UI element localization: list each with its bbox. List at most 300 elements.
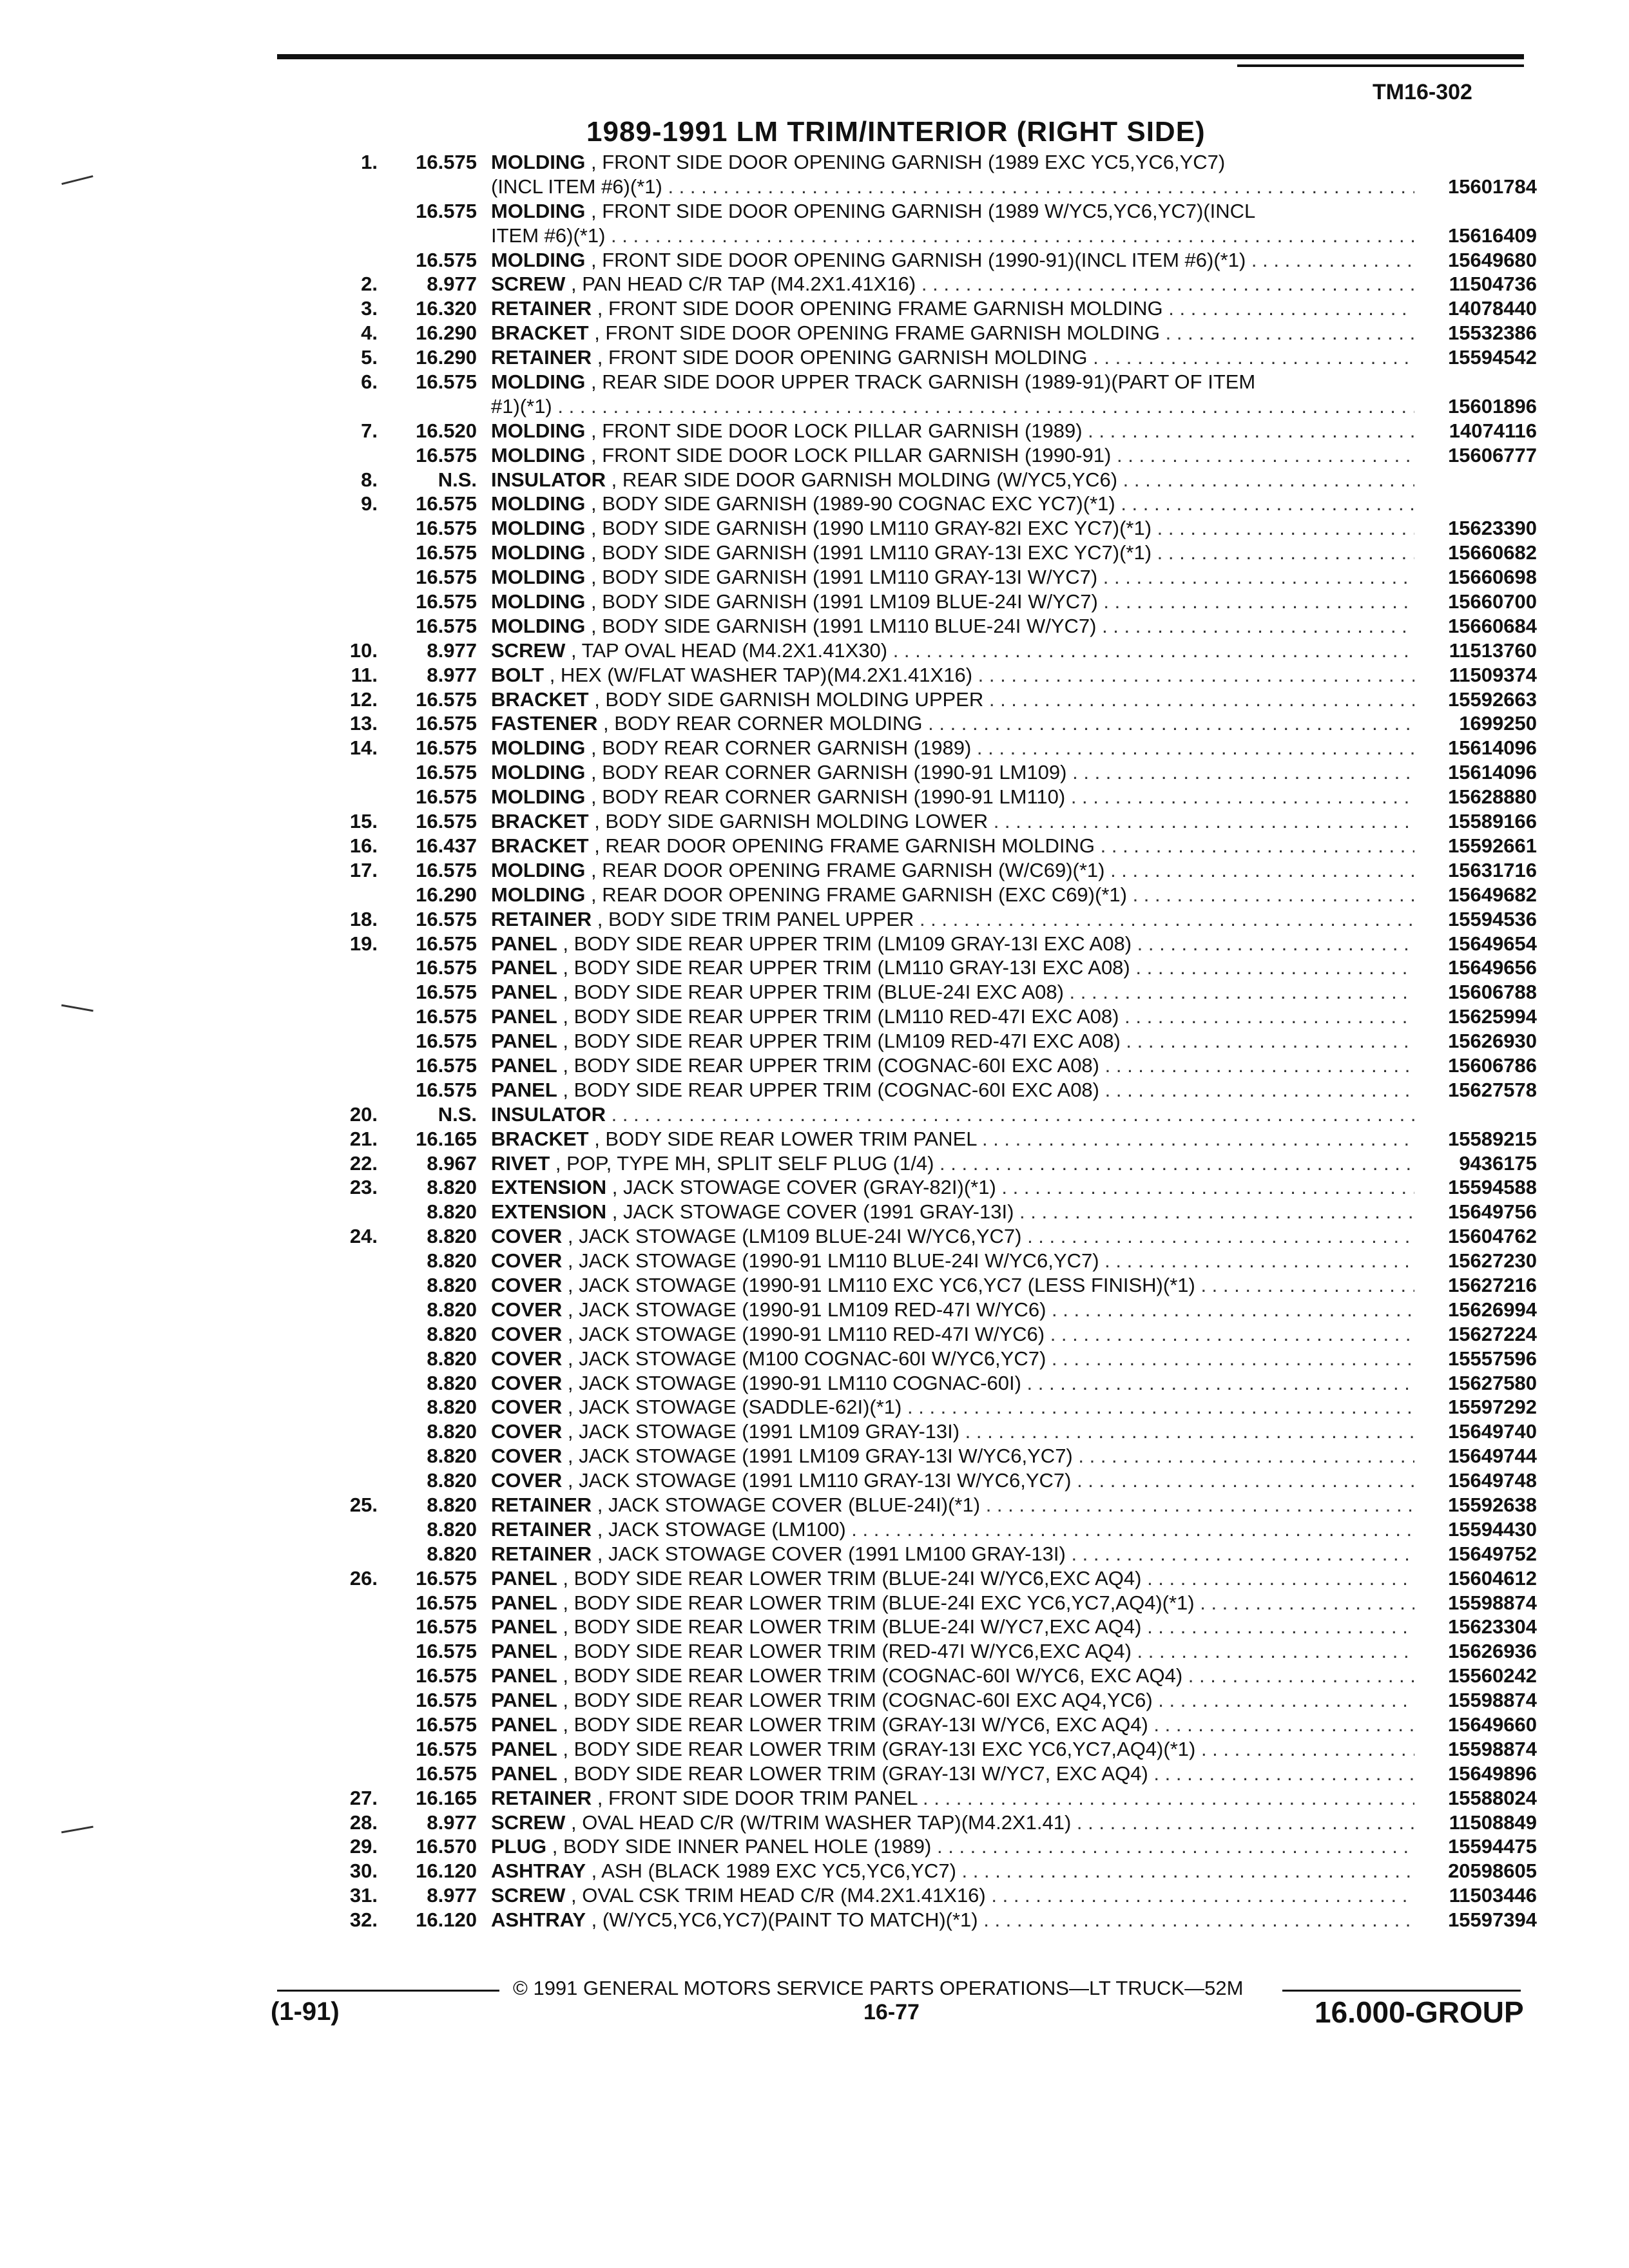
group-code: 16.575 [416, 1005, 477, 1028]
parts-row [322, 199, 1537, 224]
document-reference: TM16-302 [1373, 80, 1472, 104]
part-number: 15606788 [1448, 981, 1537, 1004]
part-description [491, 272, 1414, 296]
part-detail: , ASH (BLACK 1989 EXC YC5,YC6,YC7) . . . [592, 1860, 1414, 1882]
item-number: 14. [349, 736, 378, 760]
part-name: SCREW [491, 639, 566, 662]
part-description [491, 248, 1414, 273]
parts-row [322, 883, 1537, 907]
part-description [491, 150, 1414, 175]
part-number: 15627216 [1448, 1273, 1537, 1296]
part-name: PANEL [491, 1713, 557, 1736]
part-number: 15660682 [1448, 541, 1537, 564]
part-description [491, 858, 1414, 883]
part-description [491, 296, 1414, 321]
parts-row [322, 541, 1537, 565]
part-description [491, 1639, 1414, 1664]
part-number: 15660700 [1448, 590, 1537, 613]
part-description [491, 175, 1414, 199]
part-description [491, 492, 1414, 516]
part-name: RIVET [491, 1151, 550, 1175]
part-number: 15588024 [1448, 1786, 1537, 1809]
parts-row [322, 150, 1537, 175]
part-detail: , BODY SIDE REAR LOWER TRIM (GRAY-13I W/YC6, EXC AQ4) . . . [563, 1713, 1414, 1736]
part-number: 15594475 [1448, 1835, 1537, 1858]
part-name: RETAINER [491, 346, 592, 369]
part-detail: , BODY SIDE REAR UPPER TRIM (LM109 RED-47I EXC A08) . . . [563, 1030, 1414, 1052]
part-name: MOLDING [491, 566, 586, 589]
part-detail: , BODY SIDE REAR UPPER TRIM (COGNAC-60I EXC A08) . . . [563, 1054, 1414, 1077]
parts-row [322, 248, 1537, 273]
part-description [491, 1273, 1414, 1298]
group-code: 8.977 [427, 663, 477, 686]
parts-row [322, 394, 1537, 419]
part-name: INSULATOR [491, 468, 606, 491]
part-name: RETAINER [491, 1517, 592, 1541]
part-number: 15589215 [1448, 1127, 1537, 1150]
part-description [491, 1517, 1414, 1542]
part-description [491, 394, 1414, 419]
part-name: MOLDING [491, 614, 586, 637]
part-description [491, 687, 1414, 712]
part-number: 15649756 [1448, 1200, 1537, 1224]
parts-row [322, 1713, 1537, 1737]
part-number: 15592638 [1448, 1493, 1537, 1516]
part-detail: , (W/YC5,YC6,YC7)(PAINT TO MATCH)(*1) . . . [592, 1908, 1414, 1931]
part-detail: , BODY SIDE REAR LOWER TRIM PANEL . . . [594, 1128, 1414, 1150]
part-description [491, 1615, 1414, 1639]
parts-row [322, 736, 1537, 760]
part-description [491, 736, 1414, 760]
item-number: 17. [349, 858, 378, 881]
part-description [491, 321, 1414, 345]
group-code: 16.575 [416, 566, 477, 589]
part-number: 15598874 [1448, 1689, 1537, 1712]
part-description [491, 809, 1414, 834]
part-detail: , BODY REAR CORNER MOLDING . . . [603, 712, 1414, 735]
parts-row [322, 1834, 1537, 1859]
parts-row [322, 1664, 1537, 1688]
parts-row [322, 1249, 1537, 1273]
parts-row [322, 1566, 1537, 1591]
parts-row [322, 1883, 1537, 1908]
part-number: 15627578 [1448, 1078, 1537, 1101]
parts-row [322, 565, 1537, 590]
group-code: 8.820 [427, 1200, 477, 1224]
item-number: 25. [349, 1493, 378, 1516]
margin-mark [61, 1826, 93, 1834]
part-number: 15649744 [1448, 1445, 1537, 1468]
part-detail: , BODY SIDE REAR UPPER TRIM (LM110 GRAY-13I EXC A08) . . . [563, 956, 1414, 979]
parts-row [322, 492, 1537, 516]
part-name: MOLDING [491, 443, 586, 466]
part-number: 15649680 [1448, 248, 1537, 271]
part-description [491, 1249, 1414, 1273]
group-code: 16.575 [416, 370, 477, 394]
group-code: 16.575 [416, 761, 477, 784]
part-description [491, 711, 1414, 736]
part-description [491, 639, 1414, 663]
part-detail: , BODY SIDE TRIM PANEL UPPER . . . [597, 908, 1414, 930]
part-description [491, 1811, 1414, 1835]
footer-rule [1282, 1990, 1521, 1992]
part-number: 15649752 [1448, 1542, 1537, 1565]
group-code: 16.575 [416, 858, 477, 881]
group-code: 16.320 [416, 297, 477, 320]
parts-row [322, 296, 1537, 321]
part-description [491, 614, 1414, 639]
item-number: 31. [349, 1884, 378, 1907]
parts-row [322, 224, 1537, 248]
part-description [491, 1053, 1414, 1078]
parts-row [322, 419, 1537, 443]
part-name: RETAINER [491, 907, 592, 930]
parts-row [322, 1517, 1537, 1542]
part-name: COVER [491, 1445, 563, 1468]
group-code: 16.575 [416, 614, 477, 637]
group-code: 8.820 [427, 1396, 477, 1419]
parts-row [322, 370, 1537, 394]
part-description [491, 1762, 1414, 1786]
part-number: 15597292 [1448, 1396, 1537, 1419]
part-detail: , FRONT SIDE DOOR OPENING GARNISH (1989 EXC YC5,YC6,YC7) [591, 151, 1226, 173]
part-name: SCREW [491, 273, 566, 296]
part-detail: , HEX (W/FLAT WASHER TAP)(M4.2X1.41X16) . . . [550, 664, 1414, 686]
part-description [491, 1566, 1414, 1591]
group-code: 8.820 [427, 1249, 477, 1273]
part-number: 15627230 [1448, 1249, 1537, 1273]
group-code: 16.575 [416, 517, 477, 540]
part-name: MOLDING [491, 199, 586, 222]
part-detail: , FRONT SIDE DOOR OPENING GARNISH (1989 W/YC5,YC6,YC7)(INCL [591, 199, 1256, 222]
item-number: 32. [349, 1908, 378, 1932]
group-code: 16.575 [416, 541, 477, 564]
item-number: 16. [349, 834, 378, 857]
part-detail: , BODY SIDE REAR LOWER TRIM (BLUE-24I W/YC7,EXC AQ4) . . . [563, 1615, 1414, 1638]
parts-row [322, 1419, 1537, 1444]
parts-row [322, 443, 1537, 468]
part-number: 15601896 [1448, 394, 1537, 418]
part-detail: , BODY REAR CORNER GARNISH (1990-91 LM109) . . . [591, 761, 1414, 783]
part-detail: , JACK STOWAGE (1990-91 LM110 COGNAC-60I) . . . [568, 1372, 1414, 1394]
part-detail: , FRONT SIDE DOOR OPENING GARNISH MOLDING . . . [597, 346, 1414, 369]
page-number: 16-77 [863, 2000, 920, 2024]
revision-date: (1-91) [271, 1997, 340, 2026]
group-code: 16.290 [416, 883, 477, 906]
part-name: COVER [491, 1396, 563, 1419]
item-number: 8. [361, 468, 378, 491]
group-code: 16.575 [416, 785, 477, 809]
group-code: 16.575 [416, 1689, 477, 1712]
group-code: 16.520 [416, 419, 477, 442]
group-code: 8.820 [427, 1371, 477, 1394]
item-number: 13. [349, 712, 378, 735]
part-number: 15606777 [1448, 443, 1537, 466]
part-detail: , REAR DOOR OPENING FRAME GARNISH (EXC C69)(*1) . . . [591, 883, 1414, 906]
page-title: 1989-1991 LM TRIM/INTERIOR (RIGHT SIDE) [586, 116, 1206, 148]
part-detail: , JACK STOWAGE (1990-91 LM110 RED-47I W/YC6) . . . [568, 1323, 1414, 1345]
part-description [491, 1029, 1414, 1053]
parts-row [322, 1347, 1537, 1371]
group-code: 16.165 [416, 1127, 477, 1150]
parts-row [322, 1127, 1537, 1151]
part-name: PANEL [491, 1664, 557, 1687]
part-number: 15594430 [1448, 1517, 1537, 1541]
part-name: MOLDING [491, 785, 586, 809]
part-number: 15589166 [1448, 810, 1537, 833]
group-code: N.S. [438, 468, 477, 491]
parts-row [322, 1371, 1537, 1396]
part-detail: , JACK STOWAGE (1990-91 LM110 BLUE-24I W/YC6,YC7) . . . [568, 1249, 1414, 1272]
part-name: SCREW [491, 1811, 566, 1834]
part-number: 15614096 [1448, 736, 1537, 760]
part-description [491, 565, 1414, 590]
group-code: 16.575 [416, 443, 477, 466]
part-name: PANEL [491, 956, 557, 979]
parts-row [322, 809, 1537, 834]
parts-row [322, 687, 1537, 712]
part-name: COVER [491, 1469, 563, 1492]
item-number: 20. [349, 1102, 378, 1126]
part-number: 15598874 [1448, 1737, 1537, 1760]
item-number: 27. [349, 1786, 378, 1809]
parts-row [322, 980, 1537, 1004]
part-detail: , BODY SIDE REAR UPPER TRIM (BLUE-24I EXC A08) . . . [563, 981, 1414, 1003]
group-code: 16.575 [416, 1030, 477, 1053]
part-detail: , BODY SIDE REAR LOWER TRIM (BLUE-24I W/YC6,EXC AQ4) . . . [563, 1567, 1414, 1590]
group-code: 16.437 [416, 834, 477, 857]
part-description [491, 1175, 1414, 1200]
part-description [491, 1908, 1414, 1932]
part-name: PANEL [491, 981, 557, 1004]
part-detail: , BODY REAR CORNER GARNISH (1989) . . . [591, 736, 1414, 759]
part-number: 15649660 [1448, 1713, 1537, 1736]
group-code: 16.575 [416, 590, 477, 613]
part-detail: , JACK STOWAGE COVER (1991 GRAY-13I) . . . [612, 1200, 1414, 1223]
part-name: RETAINER [491, 1542, 592, 1565]
part-name: MOLDING [491, 590, 586, 613]
group-code: 16.575 [416, 199, 477, 222]
group-code: 8.977 [427, 639, 477, 662]
part-name: MOLDING [491, 517, 586, 540]
parts-row [322, 1029, 1537, 1053]
part-number: 15557596 [1448, 1347, 1537, 1370]
parts-row [322, 1639, 1537, 1664]
part-number: 15631716 [1448, 858, 1537, 881]
part-detail: , JACK STOWAGE COVER (1991 LM100 GRAY-13I) . . . [597, 1542, 1414, 1565]
part-detail: , JACK STOWAGE (1990-91 LM109 RED-47I W/YC6) . . . [568, 1298, 1414, 1321]
group-code: 16.575 [416, 932, 477, 955]
part-detail: , BODY SIDE GARNISH (1991 LM109 BLUE-24I W/YC7) . . . [591, 590, 1414, 613]
part-number: 15649896 [1448, 1762, 1537, 1785]
margin-mark [61, 1004, 93, 1012]
part-description [491, 1834, 1414, 1859]
part-detail: , BODY SIDE REAR LOWER TRIM (COGNAC-60I W/YC6, EXC AQ4) . . . [563, 1664, 1414, 1687]
part-name: FASTENER [491, 712, 598, 735]
parts-row [322, 1688, 1537, 1713]
part-detail: , BODY REAR CORNER GARNISH (1990-91 LM110) . . . [591, 785, 1414, 808]
parts-row [322, 1542, 1537, 1566]
part-name: MOLDING [491, 736, 586, 760]
part-description [491, 1542, 1414, 1566]
part-name: MOLDING [491, 492, 586, 515]
parts-row [322, 1224, 1537, 1249]
part-number: 15623304 [1448, 1615, 1537, 1639]
part-number: 15628880 [1448, 785, 1537, 809]
part-name: MOLDING [491, 541, 586, 564]
part-name: COVER [491, 1322, 563, 1345]
group-code: 16.575 [416, 810, 477, 833]
parts-row [322, 614, 1537, 639]
part-detail [612, 1103, 1414, 1126]
part-detail: , JACK STOWAGE (1991 LM109 GRAY-13I W/YC6,YC7) . . . [568, 1445, 1414, 1467]
parts-row [322, 1151, 1537, 1176]
part-detail: , FRONT SIDE DOOR LOCK PILLAR GARNISH (1989) . . . [591, 419, 1414, 442]
group-code: 8.820 [427, 1176, 477, 1199]
group-code: 8.820 [427, 1469, 477, 1492]
part-name: SCREW [491, 1884, 566, 1907]
item-number: 26. [349, 1566, 378, 1590]
part-name: COVER [491, 1420, 563, 1443]
part-detail: , BODY SIDE GARNISH (1991 LM110 GRAY-13I W/YC7) . . . [591, 566, 1414, 588]
part-number: 15594542 [1448, 346, 1537, 369]
part-name: BRACKET [491, 834, 589, 857]
item-number: 7. [361, 419, 378, 442]
group-code: 16.575 [416, 981, 477, 1004]
part-number: 15660684 [1448, 614, 1537, 637]
group-code: 8.967 [427, 1151, 477, 1175]
group-code: 16.570 [416, 1835, 477, 1858]
parts-row [322, 907, 1537, 932]
item-number: 3. [361, 297, 378, 320]
part-number: 15592661 [1448, 834, 1537, 857]
part-number: 15532386 [1448, 322, 1537, 345]
item-number: 10. [349, 639, 378, 662]
part-name: COVER [491, 1371, 563, 1394]
part-number: 15594536 [1448, 907, 1537, 930]
part-detail: , BODY SIDE REAR LOWER TRIM (COGNAC-60I EXC AQ4,YC6) . . . [563, 1689, 1414, 1711]
part-description [491, 1151, 1414, 1176]
part-detail: , FRONT SIDE DOOR TRIM PANEL . . . [597, 1787, 1414, 1809]
part-description [491, 1371, 1414, 1396]
part-number: 9436175 [1459, 1151, 1537, 1175]
item-number: 9. [361, 492, 378, 515]
part-detail: , FRONT SIDE DOOR LOCK PILLAR GARNISH (1990-91) . . . [591, 444, 1414, 466]
group-code: 16.575 [416, 1566, 477, 1590]
part-description [491, 932, 1414, 956]
group-code: 16.575 [416, 712, 477, 735]
part-number: 14074116 [1449, 419, 1537, 442]
part-name: MOLDING [491, 858, 586, 881]
item-number: 6. [361, 370, 378, 394]
part-detail: , JACK STOWAGE COVER (BLUE-24I)(*1) . . . [597, 1494, 1414, 1516]
group-code: 16.575 [416, 1615, 477, 1639]
part-description [491, 224, 1414, 248]
part-name: PANEL [491, 1762, 557, 1785]
part-number: 15660698 [1448, 566, 1537, 589]
part-name: RETAINER [491, 1493, 592, 1516]
part-number: 15592663 [1448, 687, 1537, 711]
part-name: PANEL [491, 1078, 557, 1101]
part-number: 15623390 [1448, 517, 1537, 540]
part-name: PANEL [491, 1005, 557, 1028]
item-number: 1. [361, 151, 378, 173]
part-detail: , FRONT SIDE DOOR OPENING GARNISH (1990-91)(INCL ITEM #6)(*1) . . . [591, 249, 1414, 271]
group-code: 8.820 [427, 1347, 477, 1370]
parts-row [322, 956, 1537, 980]
item-number: 19. [349, 932, 378, 955]
item-number: 12. [349, 687, 378, 711]
group-code: 16.575 [416, 1762, 477, 1785]
part-description [491, 468, 1414, 492]
part-name: ASHTRAY [491, 1860, 586, 1883]
item-number: 11. [351, 663, 378, 686]
part-name: COVER [491, 1298, 563, 1321]
part-name: RETAINER [491, 1786, 592, 1809]
parts-row [322, 760, 1537, 785]
part-number: 15625994 [1448, 1005, 1537, 1028]
part-number: 11509374 [1449, 663, 1537, 686]
group-label: 16.000-GROUP [1315, 1995, 1524, 2029]
footer-rule [277, 1990, 499, 1992]
parts-list [322, 150, 1537, 1932]
group-code: 16.575 [416, 1591, 477, 1614]
part-detail: , JACK STOWAGE COVER (GRAY-82I)(*1) . . . [612, 1176, 1414, 1198]
part-detail: , BODY SIDE REAR UPPER TRIM (LM109 GRAY-13I EXC A08) . . . [563, 932, 1414, 955]
group-code: 16.575 [416, 151, 477, 173]
group-code: 16.165 [416, 1786, 477, 1809]
parts-row [322, 1102, 1537, 1127]
part-number: 15626994 [1448, 1298, 1537, 1321]
group-code: 16.575 [416, 736, 477, 760]
part-number: 20598605 [1448, 1860, 1537, 1883]
top-rule [277, 54, 1524, 59]
part-name: PANEL [491, 1591, 557, 1614]
part-description [491, 785, 1414, 809]
group-code: 16.575 [416, 956, 477, 979]
part-name: BRACKET [491, 687, 589, 711]
item-number: 29. [349, 1835, 378, 1858]
parts-row [322, 1395, 1537, 1419]
part-name: PANEL [491, 1030, 557, 1053]
part-description [491, 1688, 1414, 1713]
parts-row [322, 1859, 1537, 1883]
part-detail: , JACK STOWAGE (1991 LM109 GRAY-13I) . . . [568, 1420, 1414, 1443]
part-name: BOLT [491, 663, 545, 686]
part-name: PANEL [491, 1615, 557, 1639]
part-description [491, 1737, 1414, 1762]
part-detail: , BODY SIDE GARNISH MOLDING UPPER . . . [594, 688, 1414, 711]
part-description [491, 1102, 1414, 1127]
part-name: EXTENSION [491, 1200, 607, 1224]
item-number: 30. [349, 1860, 378, 1883]
part-detail: , BODY SIDE REAR LOWER TRIM (BLUE-24I EXC YC6,YC7,AQ4)(*1) . . . [563, 1591, 1414, 1614]
part-description [491, 541, 1414, 565]
part-description [491, 1468, 1414, 1493]
part-number: 15626930 [1448, 1030, 1537, 1053]
part-detail: , OVAL HEAD C/R (W/TRIM WASHER TAP)(M4.2X1.41) . . . [571, 1811, 1414, 1834]
part-number: 14078440 [1448, 297, 1537, 320]
part-number: 11508849 [1449, 1811, 1537, 1834]
part-description [491, 590, 1414, 614]
part-name: MOLDING [491, 151, 586, 173]
part-number: 15594588 [1448, 1176, 1537, 1199]
part-description [491, 1591, 1414, 1615]
part-description [491, 1786, 1414, 1811]
part-description [491, 370, 1414, 394]
group-code: 16.290 [416, 322, 477, 345]
part-detail: , BODY SIDE REAR LOWER TRIM (GRAY-13I EXC YC6,YC7,AQ4)(*1) . . . [563, 1738, 1414, 1760]
